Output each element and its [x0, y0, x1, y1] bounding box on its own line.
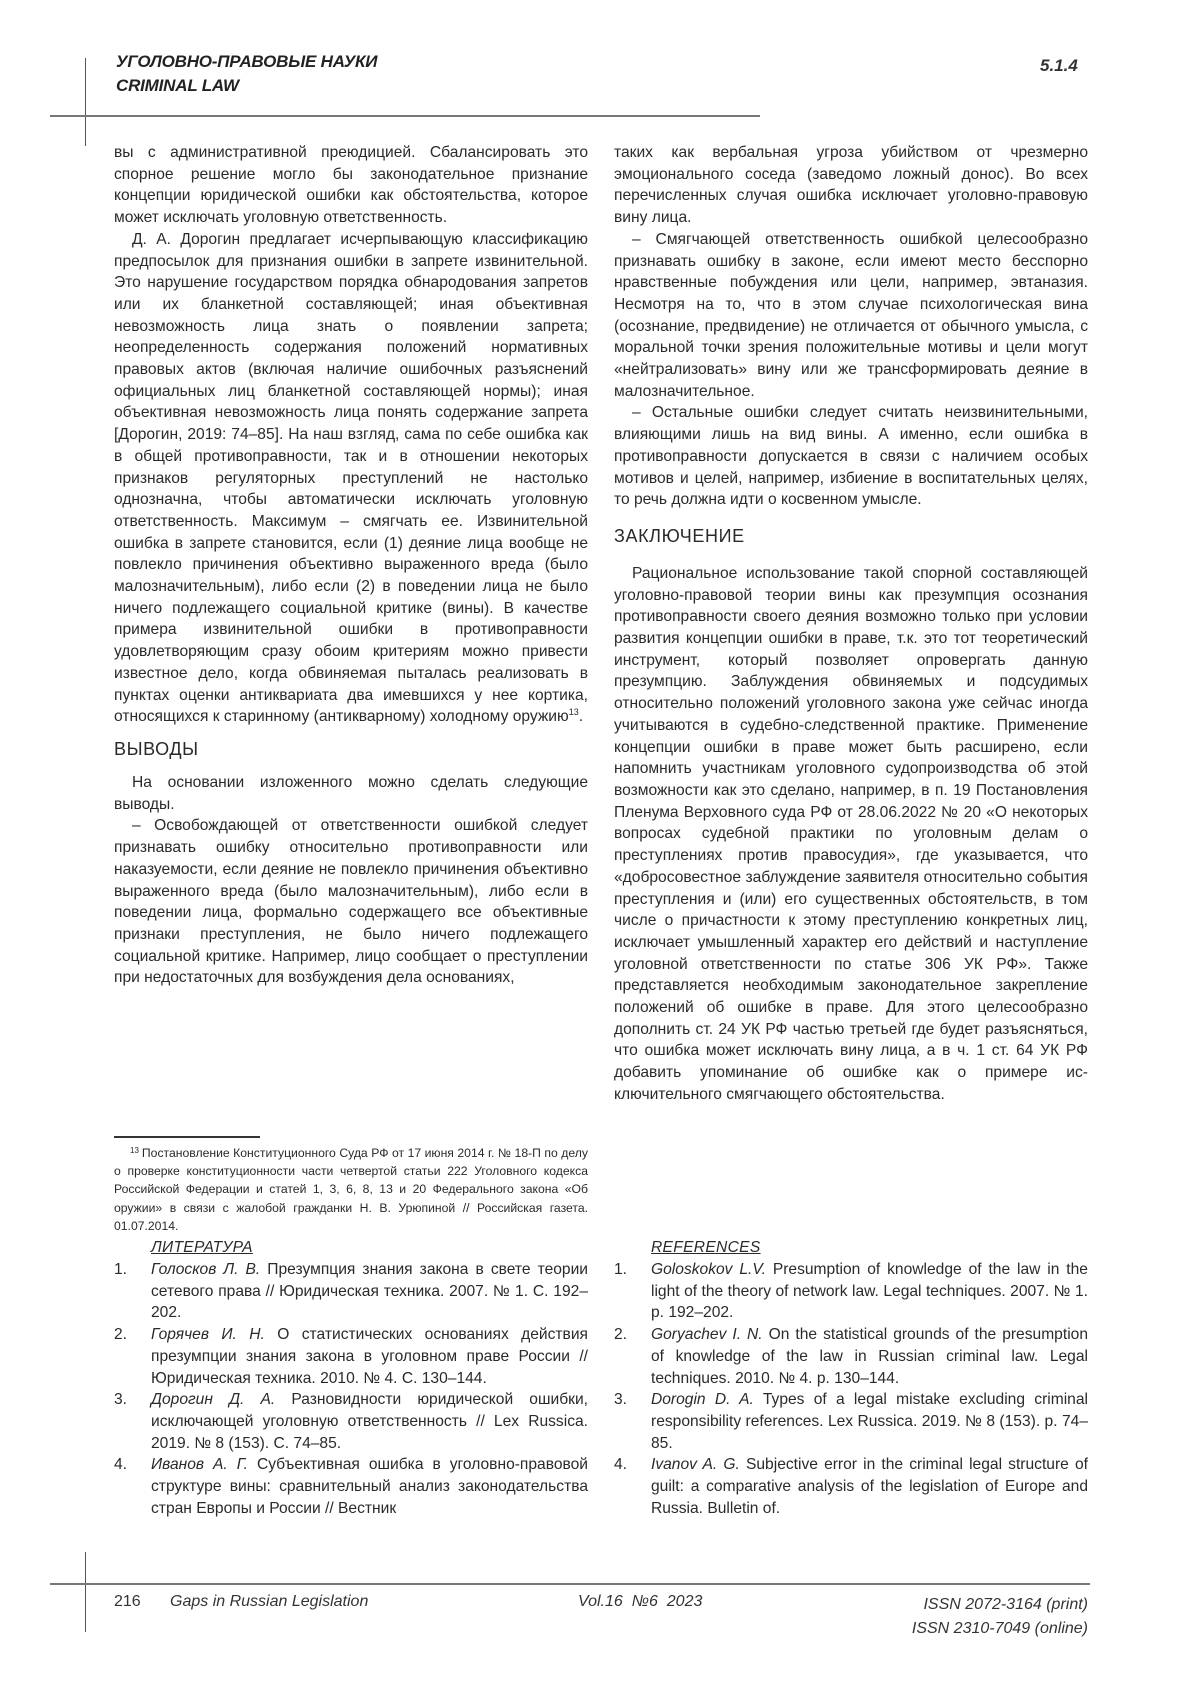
section-title-en: CRIMINAL LAW	[116, 76, 239, 95]
specialty-code: 5.1.4	[1040, 56, 1078, 75]
section-title-ru: УГОЛОВНО-ПРАВОВЫЕ НАУКИ	[116, 52, 378, 71]
paragraph: – Смягчающей ответственность ошибкой целесообразно признавать ошибку в законе, если имеют место бесспорно нравственные побуждения или цели, например, эвтаназия. Несмотря на то, что в этом случае психологическая вина (осознание, предвидение) не отличается от обычного умысла, с моральной точки зрения положительные мотивы и цели могут «нейтрализовать» вину или же трансформировать деяние в малозначительное.	[614, 230, 1088, 400]
issn-print: ISSN 2072-3164 (print)	[923, 1596, 1088, 1613]
footnote-text: Постановление Конституционного Суда РФ от 17 июня 2014 г. № 18-П по делу о проверке конституционности части четвертой статьи 222 Уголовного кодекса Российской Федерации и статей 1, 3, 6, 8, 13 и 20 Федерального закона «Об оружии» в связи с жалобой гражданки Н. В. Урюпиной // Российская газета. 01.07.2014.	[114, 1146, 588, 1233]
paragraph: – Освобождающей от ответственности ошибкой следует признавать ошибку относительно противоправности или наказуемости, если деяние не повлекло причинения объективно выраженного вреда (было малозначительным), либо если в поведении лица, формально содержащего все объективные признаки преступления, не было ничего подлежащего социальной критике. Например, лицо сообщает о преступлении при недостаточных для возбуждения дела основаниях,	[114, 817, 588, 987]
reference-author: Горячев И. Н.	[151, 1326, 265, 1344]
footer-vertical-rule	[85, 1552, 86, 1632]
reference-number: 1.	[614, 1261, 628, 1278]
paragraph: вы с административной преюдицией. Сбалансировать это спорное решение могло бы законодательное признание концепции юридической ошибки как обстоятельства, которое может исключать уголовную ответственность.	[114, 144, 588, 227]
reference-item: 2. Горячев И. Н. О статистических основаниях действия презумпции знания закона в уголовном праве России // Юридическая техника. 2010. № 4. С. 130–144.	[114, 1324, 588, 1389]
references-title-ru: ЛИТЕРАТУРА	[151, 1239, 253, 1256]
page-number: 216	[114, 1593, 141, 1610]
paragraph: На основании изложенного можно сделать следующие выводы.	[114, 773, 588, 813]
issn-online: ISSN 2310-7049 (online)	[911, 1620, 1088, 1637]
reference-number: 3.	[614, 1391, 628, 1409]
reference-item: 3. Дорогин Д. А. Разновидности юридической ошибки, исключающей уголовную ответственность // Lex Russica. 2019. № 8 (153). С. 74–85.	[114, 1389, 588, 1454]
journal-name: Gaps in Russian Legislation	[170, 1593, 369, 1610]
reference-number: 4.	[114, 1456, 128, 1474]
references-ru	[114, 1237, 588, 1519]
header-vertical-rule	[85, 58, 86, 146]
volume-issue: Vol.16 №6 2023	[578, 1593, 703, 1610]
reference-author: Goloskokov L.V.	[651, 1261, 766, 1278]
left-column	[114, 142, 588, 989]
paragraph: Д. А. Дорогин предлагает исчерпывающую классификацию предпосылок для признания ошибки в запрете извинительной. Это нарушение государством порядка обнародования запретов или их бланкетной составляющей; иная объективная невозможность лица знать о появлении запрета; неопределенность содержания положений нормативных правовых актов (включая наличие ошибочных разъяснений официальных лиц бланкетной составляющей нормы); иная объективная невозможность лица понять содержание запрета [Дорогин, 2019: 74–85]. На наш взгляд, сама по себе ошибка как в общей противоправности, так и в отношении некоторых признаков регуляторных преступлений не настолько однозначна, чтобы автоматически исключать уголовную ответственность. Максимум – смягчать ее. Извинительной ошибка в запрете становится, если (1) деяние лица вообще не повлекло причинения объективно выраженного вреда (было малозначительным), либо если (2) в поведении лица не было ничего подлежащего социальной критике (вины). В качестве примера извинительной ошибки в противоправности удовлетворяющим сразу обоим критериям можно привести известное дело, когда обвиняемая пыталась реализовать в пунктах оценки антиквариата два имевшихся у нее кортика, относящихся к старинному (антикварному) холодному оружию$^{13}$.	[114, 230, 588, 726]
reference-number: 3.	[114, 1391, 128, 1409]
reference-author: Дорогин Д. А.	[151, 1391, 276, 1409]
reference-number: 1.	[114, 1261, 128, 1278]
reference-number: 4.	[614, 1456, 628, 1474]
section-heading-conclusions: ВЫВОДЫ	[114, 738, 199, 759]
footnote-separator	[114, 1136, 260, 1138]
paragraph: таких как вербальная угроза убийством от чрезмерно эмоционального соседа (заведомо ложный донос). Во всех перечисленных случая ошибка исключает уголовно-правовую вину лица.	[614, 144, 1088, 227]
issn-block	[912, 1593, 1088, 1641]
references-en	[614, 1237, 1088, 1519]
right-column	[614, 142, 1088, 1106]
reference-item: 3. Dorogin D. A. Types of a legal mistake excluding criminal responsibility references. Lex Russica. 2019. № 8 (153). p. 74–85.	[614, 1389, 1088, 1454]
footnote-reference[interactable]: 13	[568, 707, 579, 718]
references-title-en: REFERENCES	[651, 1239, 761, 1256]
footnote	[114, 1142, 588, 1235]
reference-item: 1. Голосков Л. В. Презумпция знания закона в свете теории сетевого права // Юридическая техника. 2007. № 1. С. 192–202.	[114, 1259, 588, 1324]
section-heading-conclusion: ЗАКЛЮЧЕНИЕ	[614, 525, 745, 546]
reference-author: Иванов А. Г.	[151, 1456, 248, 1474]
reference-item: 4. Ivanov A. G. Subjective error in the criminal legal structure of guilt: a comparative analysis of the legislation of Europe and Russia. Bulletin of.	[614, 1454, 1088, 1519]
reference-number: 2.	[114, 1326, 128, 1344]
reference-author: Голосков Л. В.	[151, 1261, 261, 1278]
reference-author: Dorogin D. A.	[651, 1391, 754, 1409]
reference-number: 2.	[614, 1326, 628, 1344]
reference-item: 2. Goryachev I. N. On the statistical grounds of the presumption of knowledge of the law in Russian criminal law. Legal techniques. 2010. № 4. p. 130–144.	[614, 1324, 1088, 1389]
paragraph: – Остальные ошибки следует считать неизвинительными, влияющими лишь на вид вины. А именно, если ошибка в противоправности допускается в связи с наличием особых мотивов и целей, например, избиение в воспитательных целях, то речь должна идти о косвенном умысле.	[614, 404, 1088, 509]
reference-author: Goryachev I. N.	[651, 1326, 763, 1344]
running-header	[116, 50, 377, 98]
footer-horizontal-rule	[50, 1583, 1090, 1585]
header-horizontal-rule	[50, 115, 760, 117]
paragraph: Рациональное использование такой спорной составляющей уголовно-правовой теории вины как презумпция осознания противоправности своего деяния возможно только при условии развития концепции ошибки в праве, т.к. это тот теоретический инструмент, который позволяет опровергать данную презумпцию. Заблуждения обвиняемых и подсудимых относительно положений уголовного закона уже сейчас иногда учитываются в судебно-следственной практике. Применение концепции ошибки в праве может быть расширено, если напомнить участникам уголовного судопроизводства об этой возможности как это сделано, например, в п. 19 Постановления Пленума Верховного суда РФ от 28.06.2022 № 20 «О некоторых вопросах судебной практики по уголовным делам о преступлениях против правосудия», где указывается, что «добросовестное заблуждение заявителя относительно события преступления и (или) его существенных обстоятельств, в том числе о причастности к этому преступлению конкретных лиц, исключает умышленный характер его действий и наступление уголовной ответственности по статье 306 УК РФ». Также представляется необходимым законодательное закрепление положений об ошибке в праве. Для этого целесообразно дополнить ст. 24 УК РФ частью третьей где будет разъясняться, что ошибка может исключать вину лица, а в ч. 1 ст. 64 УК РФ добавить упоминание об ошибке как о примере исключительного смягчающего обстоятельства.	[614, 564, 1088, 1103]
reference-item: 1. Goloskokov L.V. Presumption of knowledge of the law in the light of the theory of network law. Legal techniques. 2007. № 1. p. 192–202.	[614, 1259, 1088, 1324]
footnote-number: 13	[130, 1146, 139, 1155]
reference-item: 4. Иванов А. Г. Субъективная ошибка в уголовно-правовой структуре вины: сравнительный анализ законодательства стран Европы и России // Вестник	[114, 1454, 588, 1519]
reference-author: Ivanov A. G.	[651, 1456, 740, 1474]
